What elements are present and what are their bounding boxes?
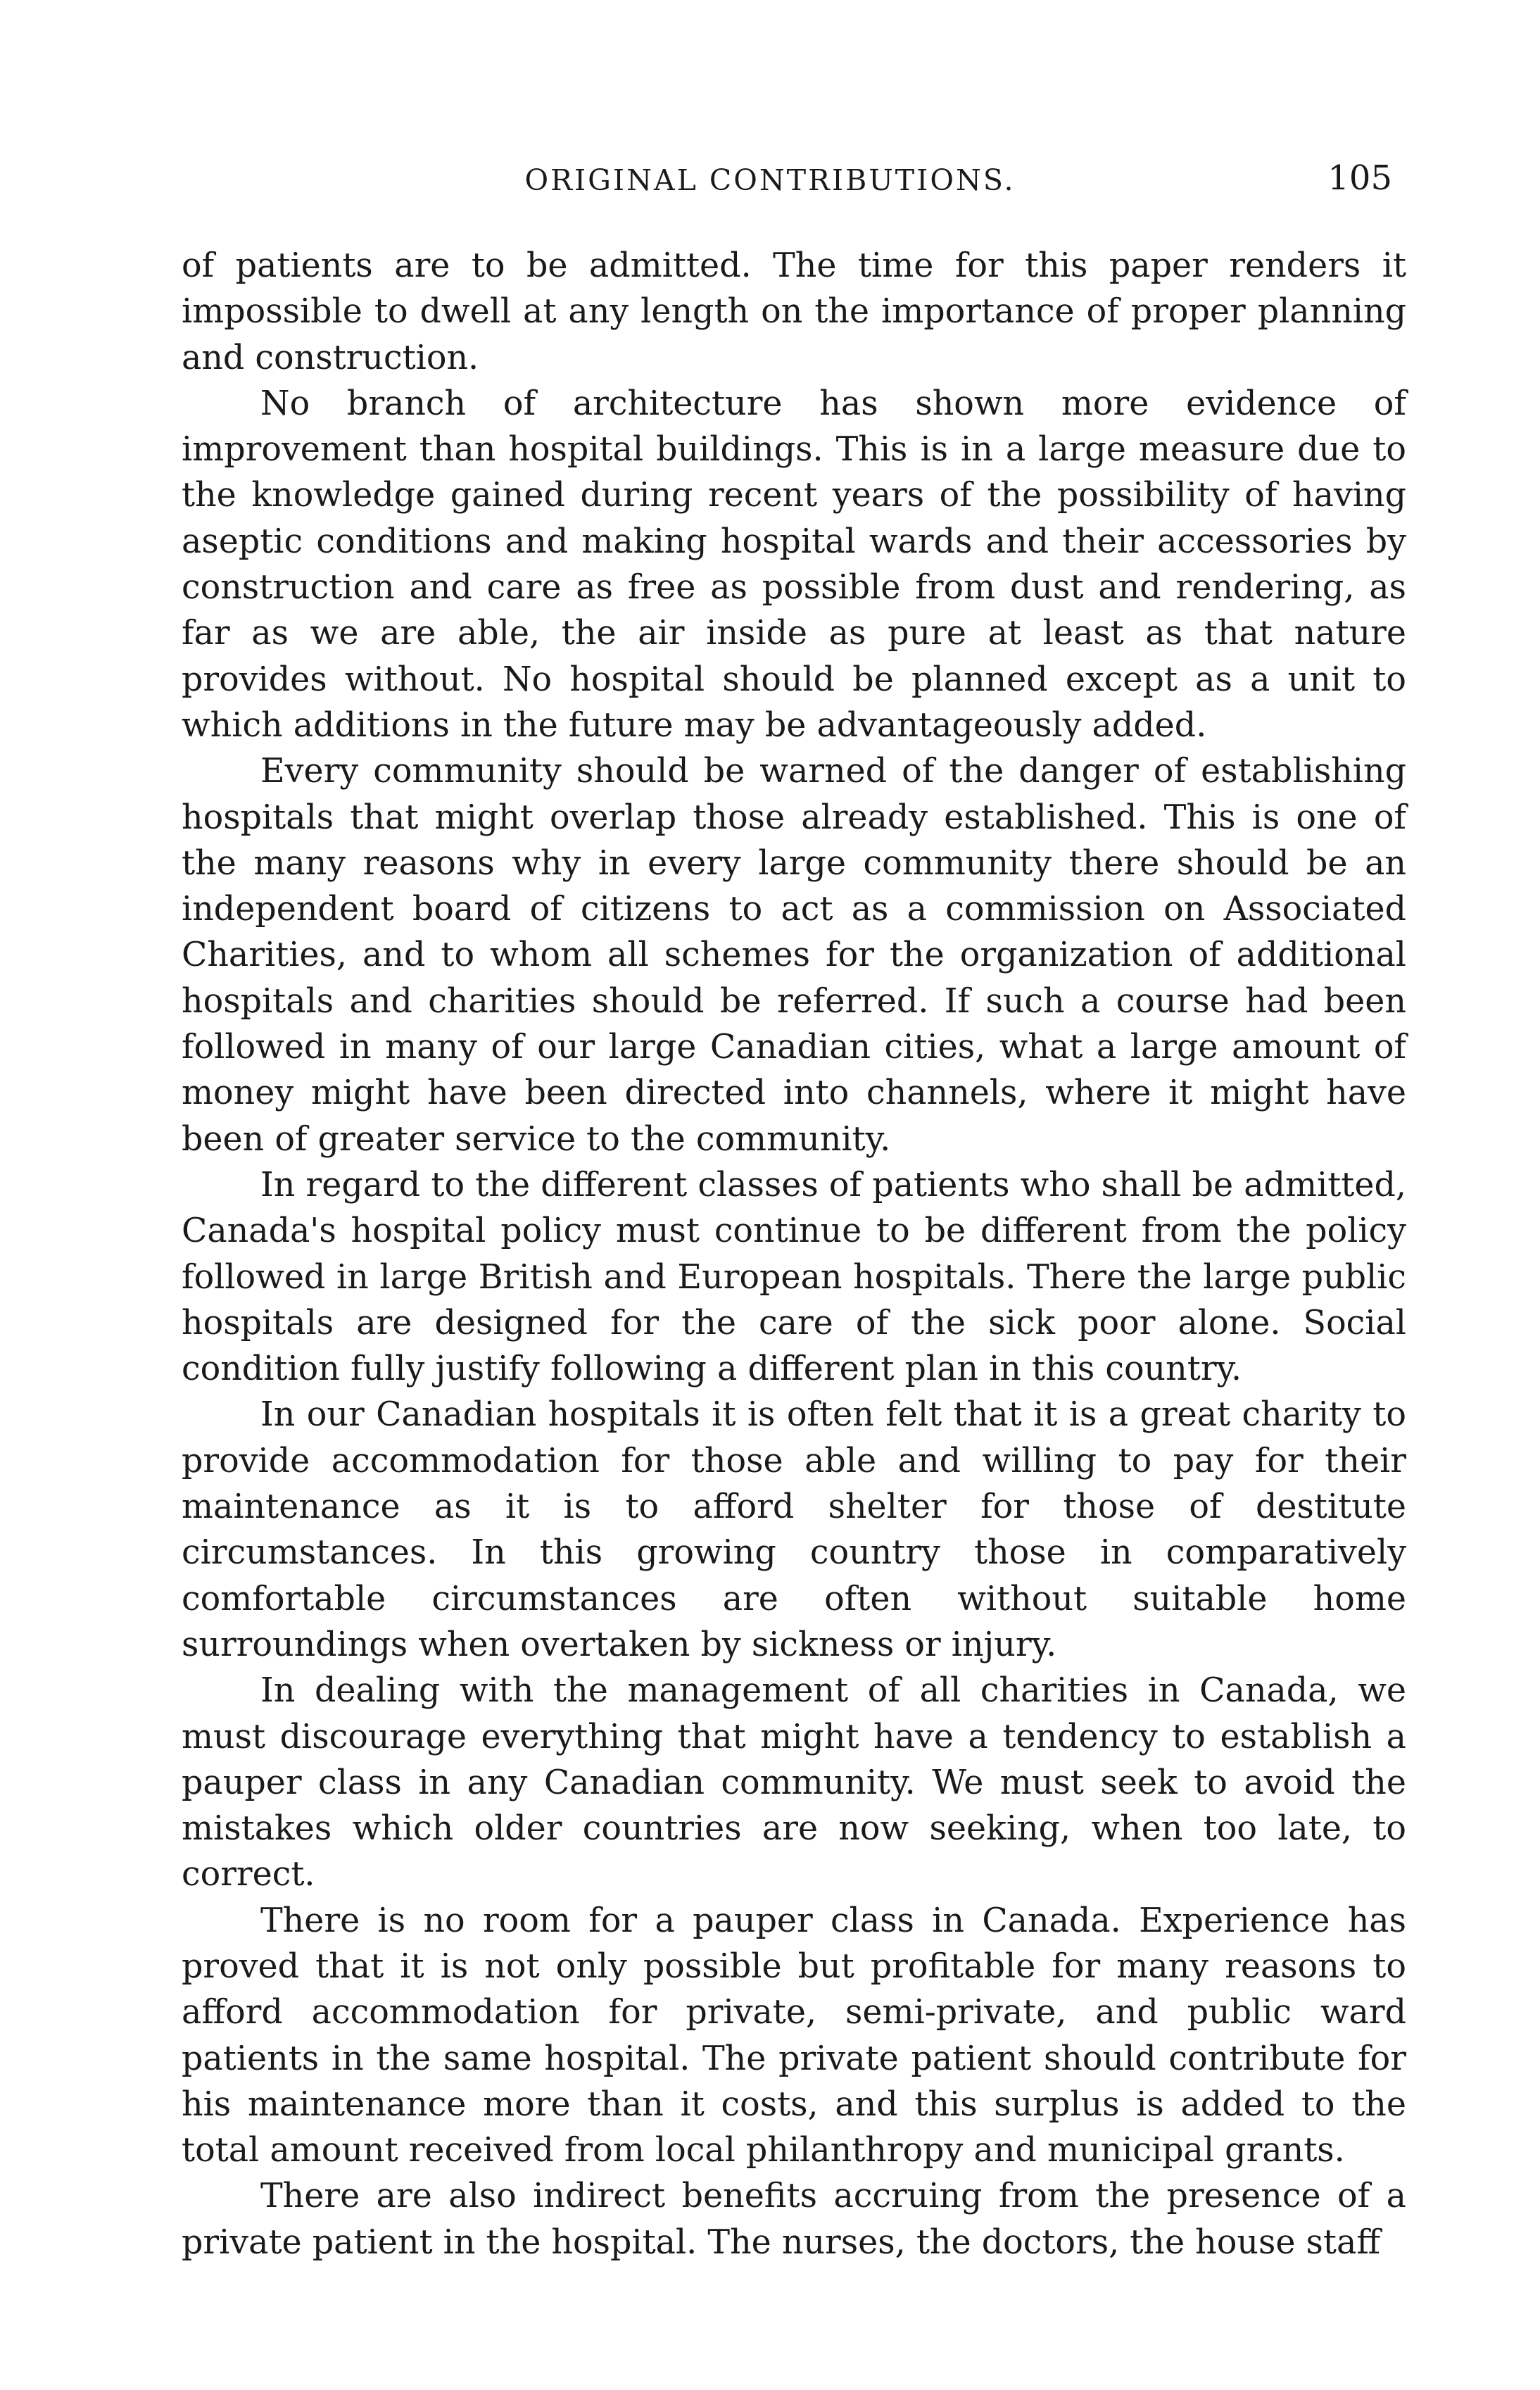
paragraph: No branch of architecture has shown more evidence of improvement than hospital buildings. This is in a large measure due to the knowledge gained during recent years of the possibility of having aseptic conditions and making hospital wards and their accessories by construction and care as free as possible from dust and rendering, as far as we are able, the air inside as pure at least as that nature provides without. No hospital should be planned except as a unit to which additions in the future may be advantageously added. (182, 384, 1406, 745)
paragraph: In dealing with the management of all charities in Canada, we must discourage everything that might have a tendency to establish a pauper class in any Canadian community. We must seek to avoid the mistakes which older countries are now seeking, when too late, to correct. (182, 1671, 1406, 1894)
body-text (182, 243, 1406, 2265)
page-number: 105 (1327, 158, 1392, 198)
paragraph: In regard to the different classes of patients who shall be admitted, Canada's hospital policy must continue to be different from the policy followed in large British and European hospitals. There the large public hospitals are designed for the care of the sick poor alone. Social condition fully justify following a different plan in this country. (182, 1165, 1406, 1389)
paragraph: There are also indirect benefits accruing from the presence of a private patient in the hospital. The nurses, the doctors, the house staff (182, 2177, 1406, 2262)
paragraph: There is no room for a pauper class in Canada. Experience has proved that it is not only possible but profitable for many reasons to afford accommodation for private, semi-private, and public ward patients in the same hospital. The private patient should contribute for his maintenance more than it costs, and this surplus is added to the total amount received from local philanthropy and municipal grants. (182, 1901, 1406, 2170)
paragraph-continued: of patients are to be admitted. The time for this paper renders it impossible to dwell at any length on the importance of proper planning and construction. (182, 246, 1406, 377)
paragraph: Every community should be warned of the danger of establishing hospitals that might overlap those already established. This is one of the many reasons why in every large community there should be an independent board of citizens to act as a commission on Associated Charities, and to whom all schemes for the organization of additional hospitals and charities should be referred. If such a course had been followed in many of our large Canadian cities, what a large amount of money might have been directed into channels, where it might have been of greater service to the community. (182, 752, 1406, 1159)
running-head: ORIGINAL CONTRIBUTIONS. (524, 163, 1016, 197)
paragraph: In our Canadian hospitals it is often felt that it is a great charity to provide accommodation for those able and willing to pay for their maintenance as it is to afford shelter for those of destitute circumstances. In this growing country those in comparatively comfortable circumstances are often without suitable home surroundings when overtaken by sickness or injury. (182, 1395, 1406, 1664)
